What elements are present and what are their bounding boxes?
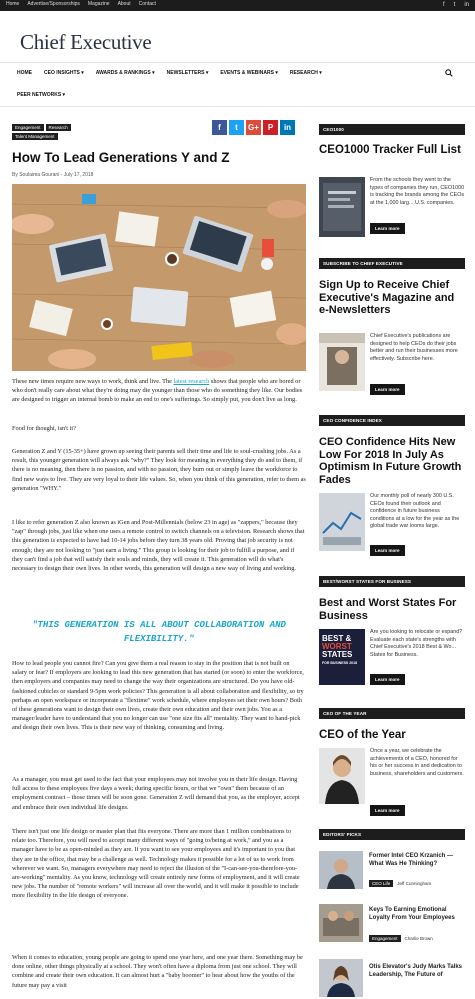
pick-tag[interactable]: CEO Life: [369, 880, 393, 887]
paragraph: How to lead people you cannot fire? Can you give them a real reason to stay in the position that is not built on salary or fear? If employers are looking to lead this new generation that has started (or soon) to enter the workforce, then employers and companies may need to change the way their organizations are structured. Do you have old-fashioned cubicles or standard 9-5pm work policies? This generation is all about collaboration and flexibility, so try perhaps an open workspace or incorporate a "flextime" work schedule, where employees set their own hours? Both of these generations want to design their own lives, create their own education and their own jobs. You as a manager/leader have to understand that you no longer can use "one size fits all" mentality. They want to hand-pick and design their own lives. This is their new way of thinking, consuming and living.: [12, 660, 304, 732]
pick-author[interactable]: Charlie Brown: [404, 936, 433, 941]
ceo1000-text: From the schools they went to the types of companies they run, CEO1000 is tracking the brands among the CEOs at the 1,000 larg... U.S. companies.: [370, 177, 465, 206]
top-bar: [0, 0, 475, 11]
nav-ceo-insights[interactable]: CEO INSIGHTS ▾: [44, 70, 84, 76]
sidebar-editors-picks: [319, 829, 465, 840]
section-header: BEST/WORST STATES FOR BUSINESS: [319, 576, 465, 587]
ceo-of-year-title[interactable]: CEO of the Year: [319, 729, 406, 741]
cover-text: WORST: [322, 642, 352, 651]
pick-image[interactable]: [319, 959, 363, 997]
confidence-learn-more-button[interactable]: Learn more: [370, 545, 405, 556]
pick-title[interactable]: Otis Elevator's Judy Marks Talks Leadership, The Future of: [369, 964, 463, 978]
top-link-about[interactable]: About: [117, 1, 131, 7]
ceo-of-year-text: Once a year, we celebrate the achievements of a CEO, honored for his or her success in and dedication to business, shareholders and customers.: [370, 748, 464, 777]
cover-text: FOR BUSINESS 2018: [322, 661, 358, 665]
paragraph-text: These new times require new ways to work, think and live. The: [12, 378, 174, 385]
pull-quote: "THIS GENERATION IS ALL ABOUT COLLABORATION AND FLEXIBILITY.": [32, 620, 286, 644]
confidence-image: [319, 493, 365, 551]
pick-tag[interactable]: Engagement: [369, 935, 401, 942]
nav-home[interactable]: HOME: [17, 70, 32, 76]
pick-image[interactable]: [319, 904, 363, 942]
top-link-home[interactable]: Home: [6, 1, 20, 7]
nav-newsletters[interactable]: NEWSLETTERS ▾: [166, 70, 209, 76]
sidebar-ceo1000: [319, 124, 465, 157]
section-header: CEO OF THE YEAR: [319, 708, 465, 719]
nav-events[interactable]: EVENTS & WEBINARS ▾: [220, 70, 278, 76]
paragraph-text: shows that people who are bored or who don't really care about what they're doing may die younger than those who do something they like. Our bodies are designed to trigger an internal bomb to make an end to one's sufferings. So simply put, you don't live as long.: [12, 378, 303, 404]
ceo-of-year-learn-more-button[interactable]: Learn more: [370, 805, 405, 816]
twitter-icon[interactable]: t: [453, 2, 456, 8]
sidebar-subscribe: [319, 258, 465, 317]
section-header: SUBSCRIBE TO CHIEF EXECUTIVE: [319, 258, 465, 269]
twitter-icon[interactable]: t: [229, 120, 244, 135]
tag-talent[interactable]: Talent Management: [12, 133, 58, 140]
best-states-learn-more-button[interactable]: Learn more: [370, 674, 405, 685]
nav-research[interactable]: RESEARCH ▾: [289, 70, 322, 76]
tag-research[interactable]: Research: [46, 124, 71, 131]
article-tags: [12, 124, 102, 140]
article-title: How To Lead Generations Y and Z: [12, 150, 230, 165]
divider: [0, 106, 475, 107]
best-states-text: Are you looking to relocate or expand? Evaluate each state's strengths with Chief Executive's 2018 Best & Wo... States for Business.: [370, 629, 463, 658]
linkedin-icon[interactable]: in: [280, 120, 295, 135]
facebook-icon[interactable]: f: [442, 2, 445, 8]
confidence-text: Our monthly poll of nearly 300 U.S. CEOs found their outlook and confidence in future business conditions at a low for the year as the global trade war looms large.: [370, 493, 460, 530]
paragraph: I like to refer generation Z also known as iGen and Post-Millennials (below 23 in age) as "zappers," because they "zap" through jobs, just like when one uses a remote control to switch channels on a television. Research shows that this generation is expected to have had 10-14 jobs before they turn 38 years old. Proving that job security is not enough; they are not looking to "just earn a living." This group is looking for their job to fulfill a purpose, and if they can't find a job that will satisfy their souls and minds, they will create it. This generation will do what's necessary to design their own lives. In other words, this generation will design a new way of living and working.: [12, 519, 305, 573]
paragraph: Generation Z and Y (15-35+) have grown up seeing their parents sell their time and life to soul-crushing jobs. As a result, this younger generation will always ask "why?" They look for meaning in everything they do and to them, if there is no meaning, then there is no passion, and with no passion, they burn out or simply leave the workforce to find new ways to live. They are very loyal to their life values. So, when you think of this generation, refer to them as generation "WHY.": [12, 448, 306, 492]
nav-awards[interactable]: AWARDS & RANKINGS ▾: [95, 70, 155, 76]
cover-text: STATES: [322, 650, 353, 659]
top-link-magazine[interactable]: Magazine: [87, 1, 110, 7]
paragraph: There isn't just one life design or master plan that fits everyone. There are more than 1 million combinations to relate too. Therefore, you will need to accept many different ways of "going to/being at work," and you as a manager have to be as open-minded as they are. If you want to see your employees and it's important to you that they are in the office, that may be a challenge as well. Technology makes it possible for a lot of us to work from wherever we want. So, managers everywhere may need to reject the illusion of the "I-can-see-you-therefore-you-are-working" mentality. As you know, technology will create entirely new forms of employment, and it will create new jobs. The number of "remote workers" will increase all over the world, and it will make it possible to include more flexibility in the life design of everyone.: [12, 828, 300, 900]
pick-image[interactable]: [319, 851, 363, 889]
pinterest-icon[interactable]: P: [263, 120, 278, 135]
nav-peer-networks[interactable]: PEER NETWORKS ▾: [17, 92, 66, 98]
confidence-title[interactable]: CEO Confidence Hits New Low For 2018 In July As Optimism In Future Growth Fades: [319, 436, 462, 486]
sidebar-best-states: [319, 576, 465, 622]
top-link-advertise[interactable]: Advertise/Sponsorships: [27, 1, 80, 7]
sidebar-confidence: [319, 415, 465, 486]
section-header: CEO1000: [319, 124, 465, 135]
paragraph: [12, 377, 306, 405]
subscribe-title[interactable]: Sign Up to Receive Chief Executive's Magazine and e-Newsletters: [319, 279, 455, 316]
search-icon[interactable]: [445, 69, 453, 79]
site-logo[interactable]: Chief Executive: [20, 30, 152, 54]
share-buttons: [212, 120, 295, 135]
sidebar-ceo-of-year: [319, 708, 465, 742]
best-states-title[interactable]: Best and Worst States For Business: [319, 597, 457, 622]
divider: [0, 62, 475, 63]
top-link-contact[interactable]: Contact: [138, 1, 156, 7]
google-plus-icon[interactable]: G+: [246, 120, 261, 135]
magazine-cover-image: [319, 333, 365, 391]
pick-meta: [369, 935, 433, 942]
paragraph: As a manager, you must get used to the fact that your employees may not involve you in their life design. Having full access to these employees five days a week; during specific hours, or that we "own" them because of an employment contract – those times will be soon gone. Generation Z will demand that you, as the employer, accept and embrace their own individual life designs.: [12, 776, 300, 811]
research-link[interactable]: latest research: [173, 378, 210, 385]
ceo1000-image: [319, 177, 365, 237]
ceo-of-year-image: [319, 748, 365, 804]
best-states-cover-image: [319, 629, 365, 685]
subscribe-text: Chief Executive's publications are designed to help CEOs do their jobs better and run their businesses more effectively. Subscribe here.: [370, 333, 458, 362]
linkedin-icon[interactable]: in: [464, 2, 469, 8]
cover-text: BEST &: [322, 634, 352, 643]
tag-engagement[interactable]: Engagement: [12, 124, 44, 131]
pick-title[interactable]: Former Intel CEO Krzanich — What Was He Thinking?: [369, 853, 454, 867]
article-hero-image: [12, 184, 306, 371]
article-byline: By Soulaima Gourani - July 17, 2018: [12, 172, 94, 178]
paragraph: Food for thought, isn't it?: [12, 425, 76, 432]
pick-author[interactable]: Jeff Cunningham: [397, 881, 432, 886]
paragraph: When it comes to education, young people are going to spend one year here, and one year there. Something may be done online, other things physically at a school. They won't often have a diploma from just one school. They will combine and create their own education. It can almost hurt a "baby boomer" to hear about how the youths of the future may pay a visit: [12, 954, 303, 989]
section-header: CEO CONFIDENCE INDEX: [319, 415, 465, 426]
top-social: [443, 2, 469, 8]
section-header: EDITORS' PICKS: [319, 829, 465, 840]
pick-title[interactable]: Keys To Earning Emotional Loyalty From Your Employees: [369, 907, 455, 921]
ceo1000-title[interactable]: CEO1000 Tracker Full List: [319, 144, 461, 156]
ceo1000-learn-more-button[interactable]: Learn more: [370, 223, 405, 234]
main-nav: [17, 70, 457, 76]
subscribe-learn-more-button[interactable]: Learn more: [370, 384, 405, 395]
top-links: [6, 1, 156, 7]
facebook-icon[interactable]: f: [212, 120, 227, 135]
pick-meta: [369, 880, 431, 887]
